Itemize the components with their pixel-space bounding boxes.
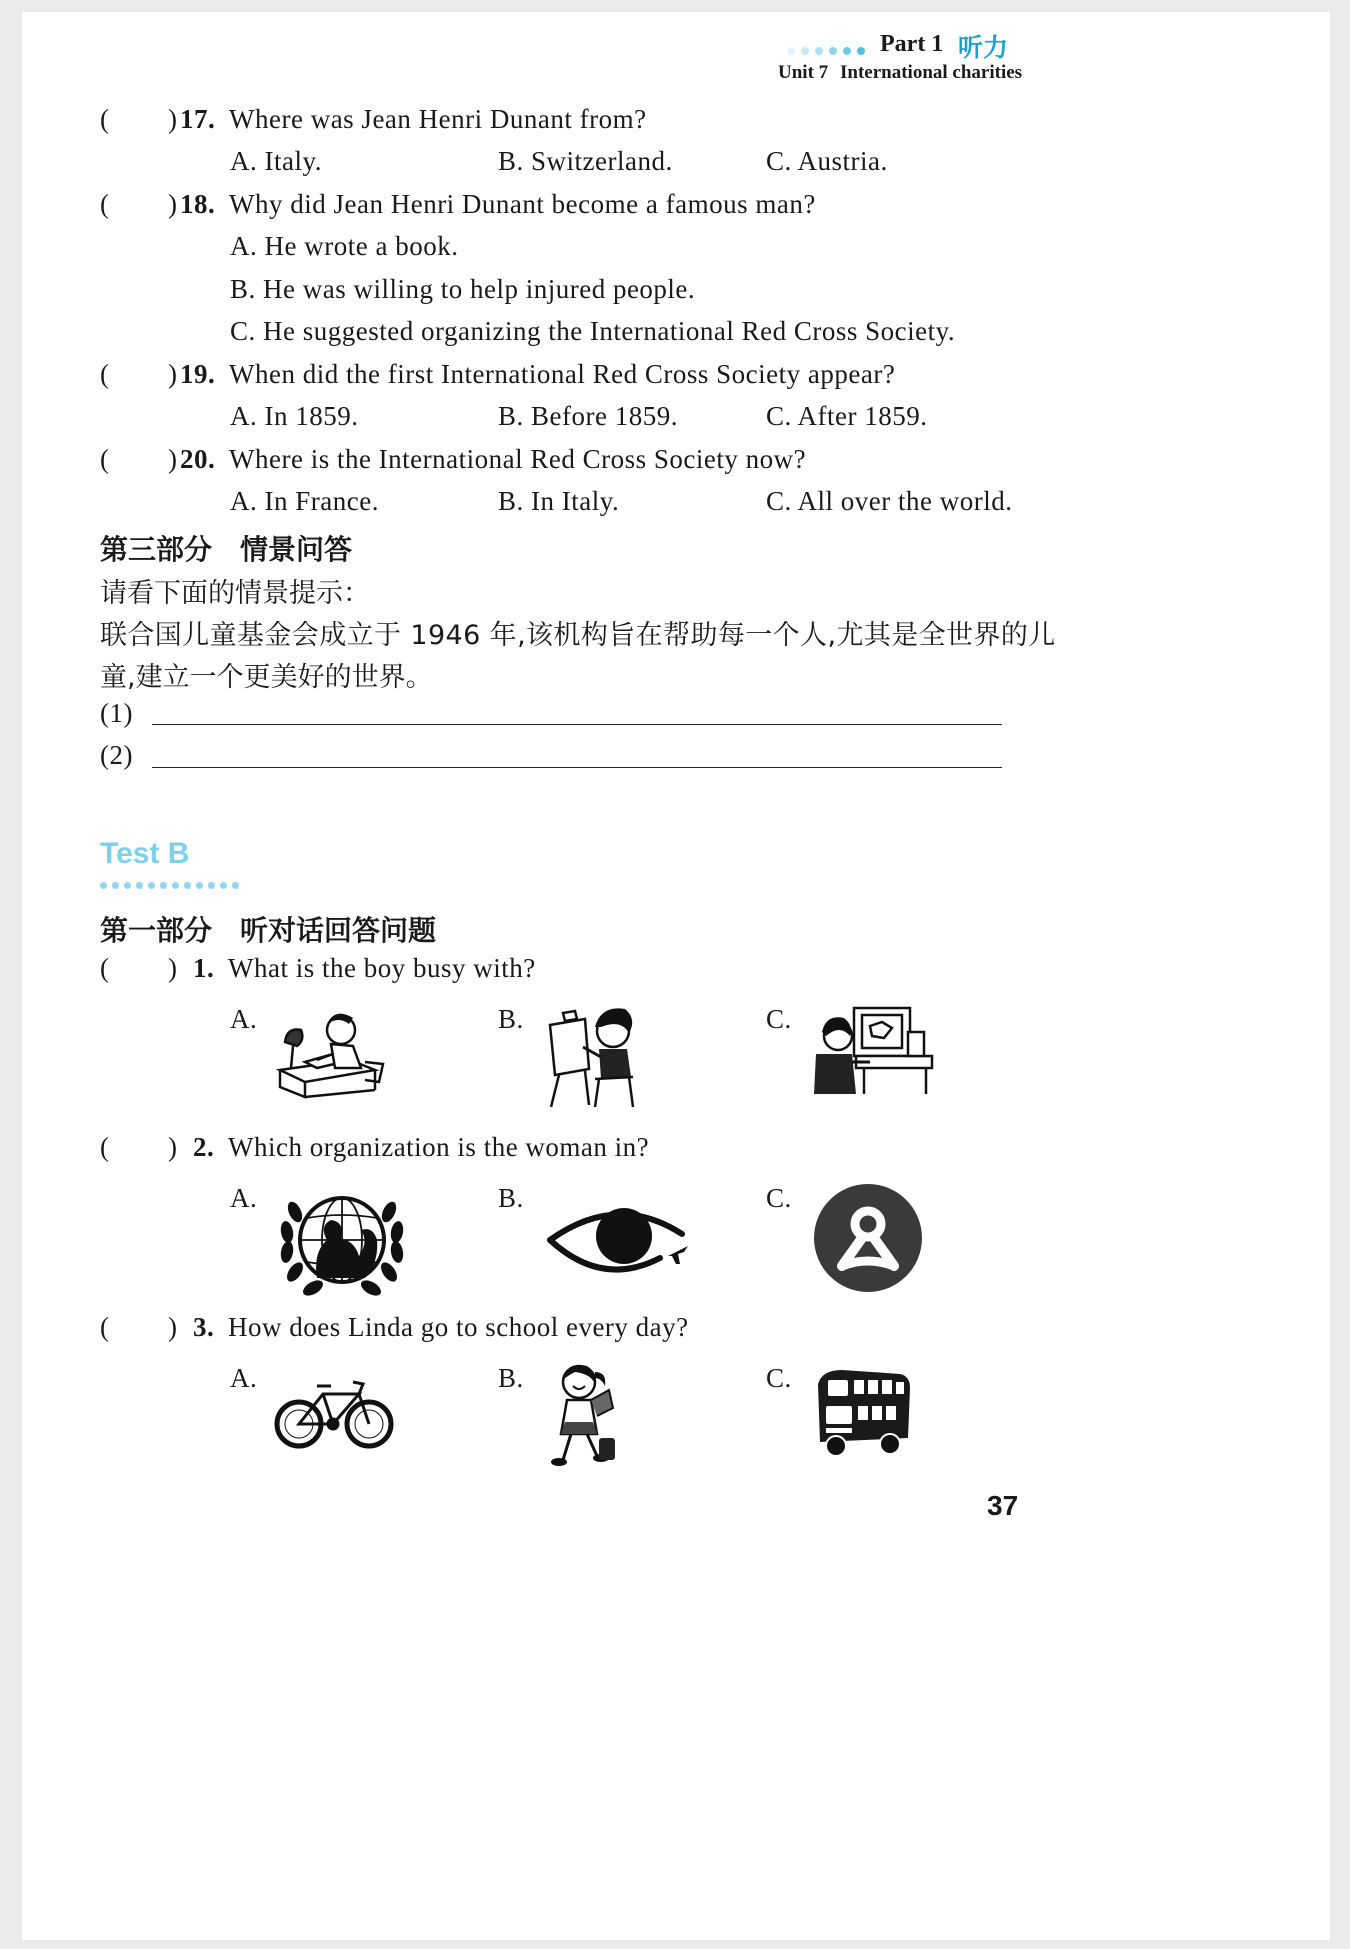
option-b[interactable]: B. Before 1859. bbox=[498, 401, 678, 431]
question-number: 20. bbox=[180, 444, 216, 474]
answer-paren-open[interactable]: ( bbox=[100, 359, 110, 389]
option-b[interactable]: B. He was willing to help injured people. bbox=[230, 274, 696, 304]
test-b-title: Test B bbox=[100, 837, 190, 870]
question-number: 2. bbox=[193, 1132, 215, 1162]
unicef-logo-icon[interactable] bbox=[277, 1182, 407, 1300]
answer-paren-close: ) bbox=[168, 1312, 178, 1342]
question-number: 1. bbox=[193, 953, 215, 983]
boy-reading-at-desk-icon[interactable] bbox=[275, 1002, 390, 1102]
answer-paren-close: ) bbox=[168, 1132, 178, 1162]
header-unit-title: International charities bbox=[840, 62, 1023, 83]
header-part: Part 1 bbox=[880, 31, 944, 57]
bus-icon[interactable] bbox=[812, 1366, 914, 1458]
question-number: 17. bbox=[180, 104, 216, 134]
answer-label-1: (1) bbox=[100, 698, 133, 728]
option-b-label[interactable]: B. bbox=[498, 1004, 524, 1034]
answer-paren-open[interactable]: ( bbox=[100, 189, 110, 219]
section-title: 第三部分 情景问答 bbox=[100, 533, 353, 566]
page-number: 37 bbox=[987, 1490, 1019, 1521]
question-text: Why did Jean Henri Dunant become a famous man? bbox=[229, 189, 816, 219]
header-unit: Unit 7 bbox=[778, 62, 829, 83]
option-a-label[interactable]: A. bbox=[230, 1004, 258, 1034]
answer-paren-close: ) bbox=[168, 104, 178, 134]
question-text: Where was Jean Henri Dunant from? bbox=[229, 104, 647, 134]
answer-paren-open[interactable]: ( bbox=[100, 1312, 110, 1342]
scenario-prompt: 请看下面的情景提示： bbox=[100, 578, 370, 609]
option-c[interactable]: C. After 1859. bbox=[766, 401, 928, 431]
boy-painting-at-easel-icon[interactable] bbox=[545, 997, 645, 1112]
section-title: 第一部分 听对话回答问题 bbox=[100, 914, 437, 947]
option-c[interactable]: C. He suggested organizing the International Red Cross Society. bbox=[230, 316, 956, 346]
question-number: 3. bbox=[193, 1312, 215, 1342]
option-a[interactable]: A. In 1859. bbox=[230, 401, 359, 431]
oxfam-logo-icon[interactable] bbox=[812, 1182, 924, 1294]
answer-paren-close: ) bbox=[168, 189, 178, 219]
question-number: 19. bbox=[180, 359, 216, 389]
option-b[interactable]: B. In Italy. bbox=[498, 486, 620, 516]
option-a[interactable]: A. He wrote a book. bbox=[230, 231, 459, 261]
option-a-label[interactable]: A. bbox=[230, 1363, 258, 1393]
option-b-label[interactable]: B. bbox=[498, 1363, 524, 1393]
answer-paren-close: ) bbox=[168, 444, 178, 474]
boy-at-computer-icon[interactable] bbox=[812, 1002, 932, 1097]
answer-paren-close: ) bbox=[168, 359, 178, 389]
option-a[interactable]: A. In France. bbox=[230, 486, 379, 516]
page bbox=[22, 12, 1330, 1940]
option-c[interactable]: C. Austria. bbox=[766, 146, 888, 176]
option-b-label[interactable]: B. bbox=[498, 1183, 524, 1213]
option-c-label[interactable]: C. bbox=[766, 1363, 792, 1393]
answer-paren-open[interactable]: ( bbox=[100, 104, 110, 134]
bicycle-icon[interactable] bbox=[275, 1374, 393, 1452]
option-c-label[interactable]: C. bbox=[766, 1183, 792, 1213]
header-dots bbox=[787, 42, 871, 60]
scenario-line-2: 童,建立一个更美好的世界。 bbox=[100, 662, 433, 693]
question-text: When did the first International Red Cross Society appear? bbox=[229, 359, 896, 389]
question-text: How does Linda go to school every day? bbox=[228, 1312, 689, 1342]
answer-paren-open[interactable]: ( bbox=[100, 444, 110, 474]
option-c[interactable]: C. All over the world. bbox=[766, 486, 1013, 516]
answer-line-2[interactable] bbox=[152, 767, 1002, 768]
option-c-label[interactable]: C. bbox=[766, 1004, 792, 1034]
scenario-line-1: 联合国儿童基金会成立于 1946 年,该机构旨在帮助每一个人,尤其是全世界的儿 bbox=[100, 620, 1056, 651]
answer-paren-open[interactable]: ( bbox=[100, 953, 110, 983]
option-a-label[interactable]: A. bbox=[230, 1183, 258, 1213]
answer-paren-close: ) bbox=[168, 953, 178, 983]
question-text: Which organization is the woman in? bbox=[228, 1132, 650, 1162]
header-part-cn: 听力 bbox=[958, 33, 1009, 62]
option-a[interactable]: A. Italy. bbox=[230, 146, 322, 176]
answer-paren-open[interactable]: ( bbox=[100, 1132, 110, 1162]
orbis-logo-icon[interactable] bbox=[542, 1202, 692, 1282]
question-number: 18. bbox=[180, 189, 216, 219]
answer-line-1[interactable] bbox=[152, 724, 1002, 725]
answer-label-2: (2) bbox=[100, 740, 133, 770]
option-b[interactable]: B. Switzerland. bbox=[498, 146, 673, 176]
question-text: What is the boy busy with? bbox=[228, 953, 536, 983]
girl-walking-icon[interactable] bbox=[547, 1360, 625, 1472]
question-text: Where is the International Red Cross Society now? bbox=[229, 444, 807, 474]
test-b-dots bbox=[100, 876, 244, 894]
